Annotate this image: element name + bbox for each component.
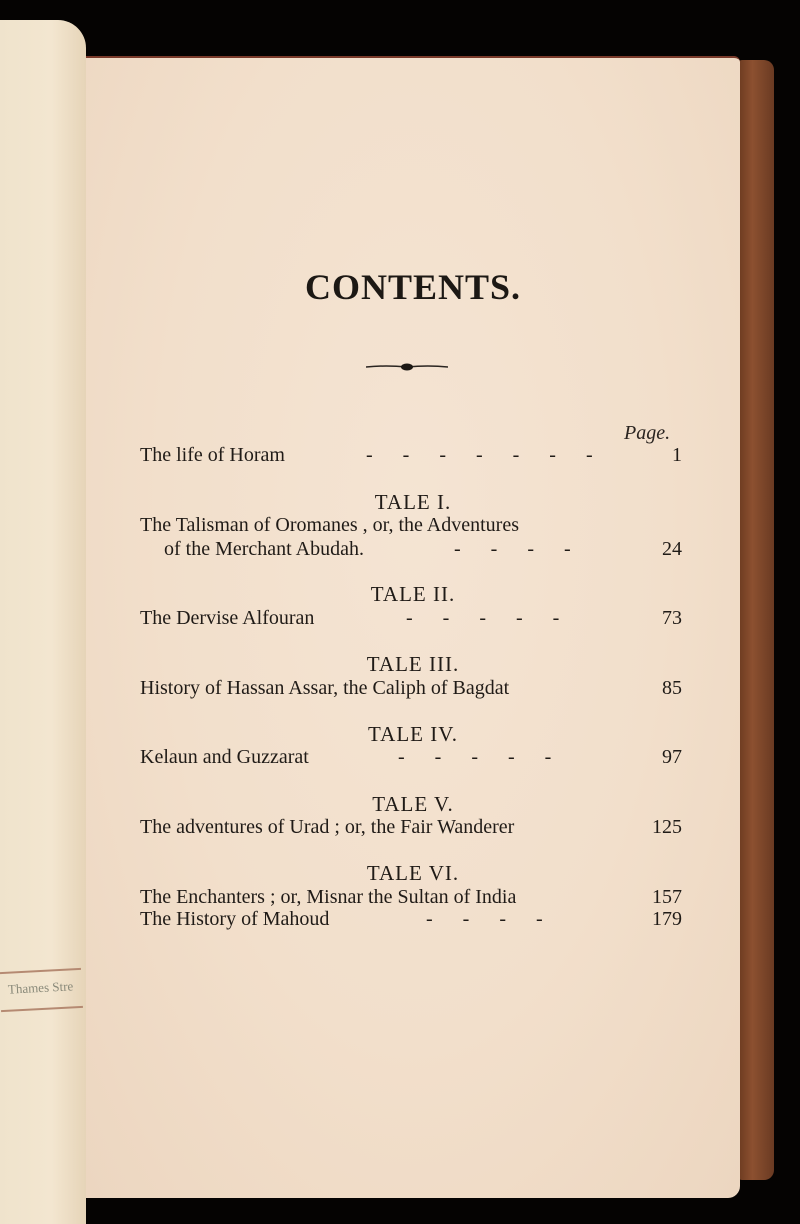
dot-leaders: - - - - [454, 538, 571, 560]
entry-title: The Enchanters ; or, Misnar the Sultan of India [140, 886, 517, 908]
tale-heading: TALE I. [374, 490, 452, 514]
entry-title: of the Merchant Abudah. [164, 538, 364, 560]
stamp-text: Thames Stre [7, 978, 74, 997]
entry-page-number: 24 [662, 538, 682, 560]
dot-leaders: - - - - - [398, 746, 552, 768]
entry-page-number: 157 [652, 886, 682, 908]
tale-heading: TALE III. [366, 652, 460, 676]
entry-page-number: 179 [652, 908, 682, 930]
tale-heading: TALE V. [372, 792, 454, 816]
entry-page-number: 73 [662, 607, 682, 629]
entry-title: The Dervise Alfouran [140, 607, 315, 629]
ornament-divider-icon [366, 362, 448, 372]
dot-leaders: - - - - [426, 908, 543, 930]
entry-page-number: 97 [662, 746, 682, 768]
entry-page-number: 1 [672, 444, 682, 466]
facing-page-left [0, 20, 86, 1224]
entry-page-number: 85 [662, 677, 682, 699]
contents-page [86, 56, 740, 1198]
bookseller-stamp [0, 968, 83, 1012]
tale-heading: TALE IV. [368, 722, 458, 746]
page-title: CONTENTS. [304, 267, 522, 307]
entry-title: The life of Horam [140, 444, 285, 466]
entry-title: Kelaun and Guzzarat [140, 746, 309, 768]
tale-heading: TALE II. [370, 582, 456, 606]
entry-title: The History of Mahoud [140, 908, 330, 930]
entry-page-number: 125 [652, 816, 682, 838]
entry-title: The adventures of Urad ; or, the Fair Wanderer [140, 816, 515, 838]
page-column-label: Page. [624, 422, 671, 444]
book-binding [738, 60, 774, 1180]
entry-title: History of Hassan Assar, the Caliph of Bagdat [140, 677, 510, 699]
dot-leaders: - - - - - - - [366, 444, 593, 466]
tale-heading: TALE VI. [366, 861, 460, 885]
dot-leaders: - - - - - [406, 607, 560, 629]
entry-title: The Talisman of Oromanes , or, the Adventures [140, 514, 520, 536]
